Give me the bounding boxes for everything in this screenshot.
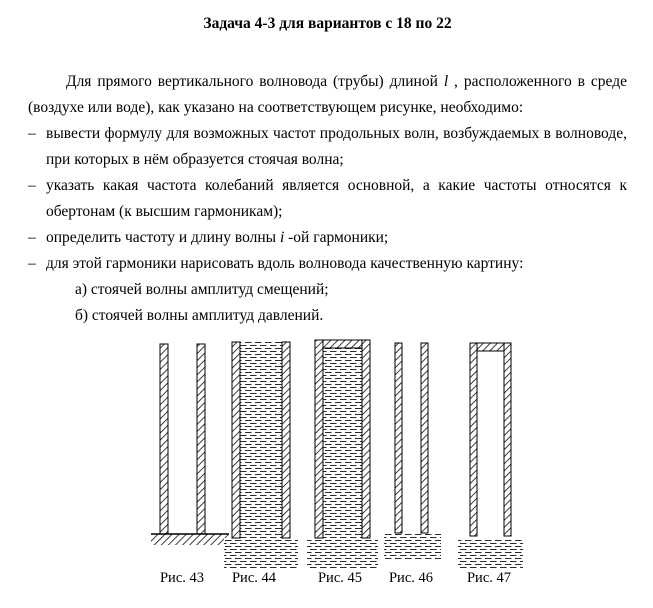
task-item-1-text: вывести формулу для возможных частот продольных волн, возбуждаемых в волноводе, при которых в нём образуется стоячая волна;: [46, 125, 627, 168]
task-item-4: [28, 251, 627, 277]
harmonic-index-symbol: i: [279, 229, 285, 246]
task-item-4b: б) стоячей волны амплитуд давлений.: [75, 307, 324, 324]
page-title: Задача 4-3 для вариантов с 18 по 22: [203, 15, 452, 32]
figure-45-caption: Рис. 45: [317, 570, 363, 586]
task-list: [28, 121, 627, 329]
figure-44-submerged-open-tube: [224, 342, 298, 568]
intro-paragraph: [28, 69, 627, 121]
figure-47-caption: Рис. 47: [466, 570, 512, 586]
task-item-2-text: указать какая частота колебаний является основной, а какие частоты относятся к обертонам (к высшим гармоникам);: [46, 177, 627, 220]
dash-marker: –: [28, 229, 36, 246]
figure-43-caption: Рис. 43: [159, 570, 205, 586]
intro-text-2: , расположенного в среде (воздухе или воде), как указано на соответствующем рисунке, необходимо:: [28, 73, 627, 116]
length-symbol: l: [443, 73, 449, 90]
task-item-3-part2: -ой гармоники;: [284, 229, 389, 246]
task-item-1: [28, 121, 627, 173]
task-item-3-text: [46, 225, 627, 251]
intro-text-1: Для прямого вертикального волновода (трубы) длиной: [66, 73, 444, 90]
figures-area: [0, 338, 653, 604]
figures-canvas: [0, 338, 653, 604]
task-item-3-part1: определить частоту и длину волны: [46, 229, 280, 246]
task-item-4-text: для этой гармоники нарисовать вдоль волновода качественную картину:: [46, 255, 524, 272]
dash-marker: –: [28, 125, 36, 142]
figure-46-open-tube-over-water: [384, 343, 441, 559]
figure-45-submerged-closed-top-tube: [307, 340, 378, 568]
task-item-3: [28, 225, 627, 251]
dash-marker: –: [28, 177, 36, 194]
dash-marker: –: [28, 255, 36, 272]
figure-47-closed-top-tube-over-water: [458, 343, 523, 568]
figure-44-caption: Рис. 44: [231, 570, 277, 586]
task-item-4a: а) стоячей волны амплитуд смещений;: [75, 281, 329, 298]
task-item-2: [28, 173, 627, 225]
figure-43-tube-on-ground: [151, 344, 229, 545]
figure-46-caption: Рис. 46: [388, 570, 434, 586]
